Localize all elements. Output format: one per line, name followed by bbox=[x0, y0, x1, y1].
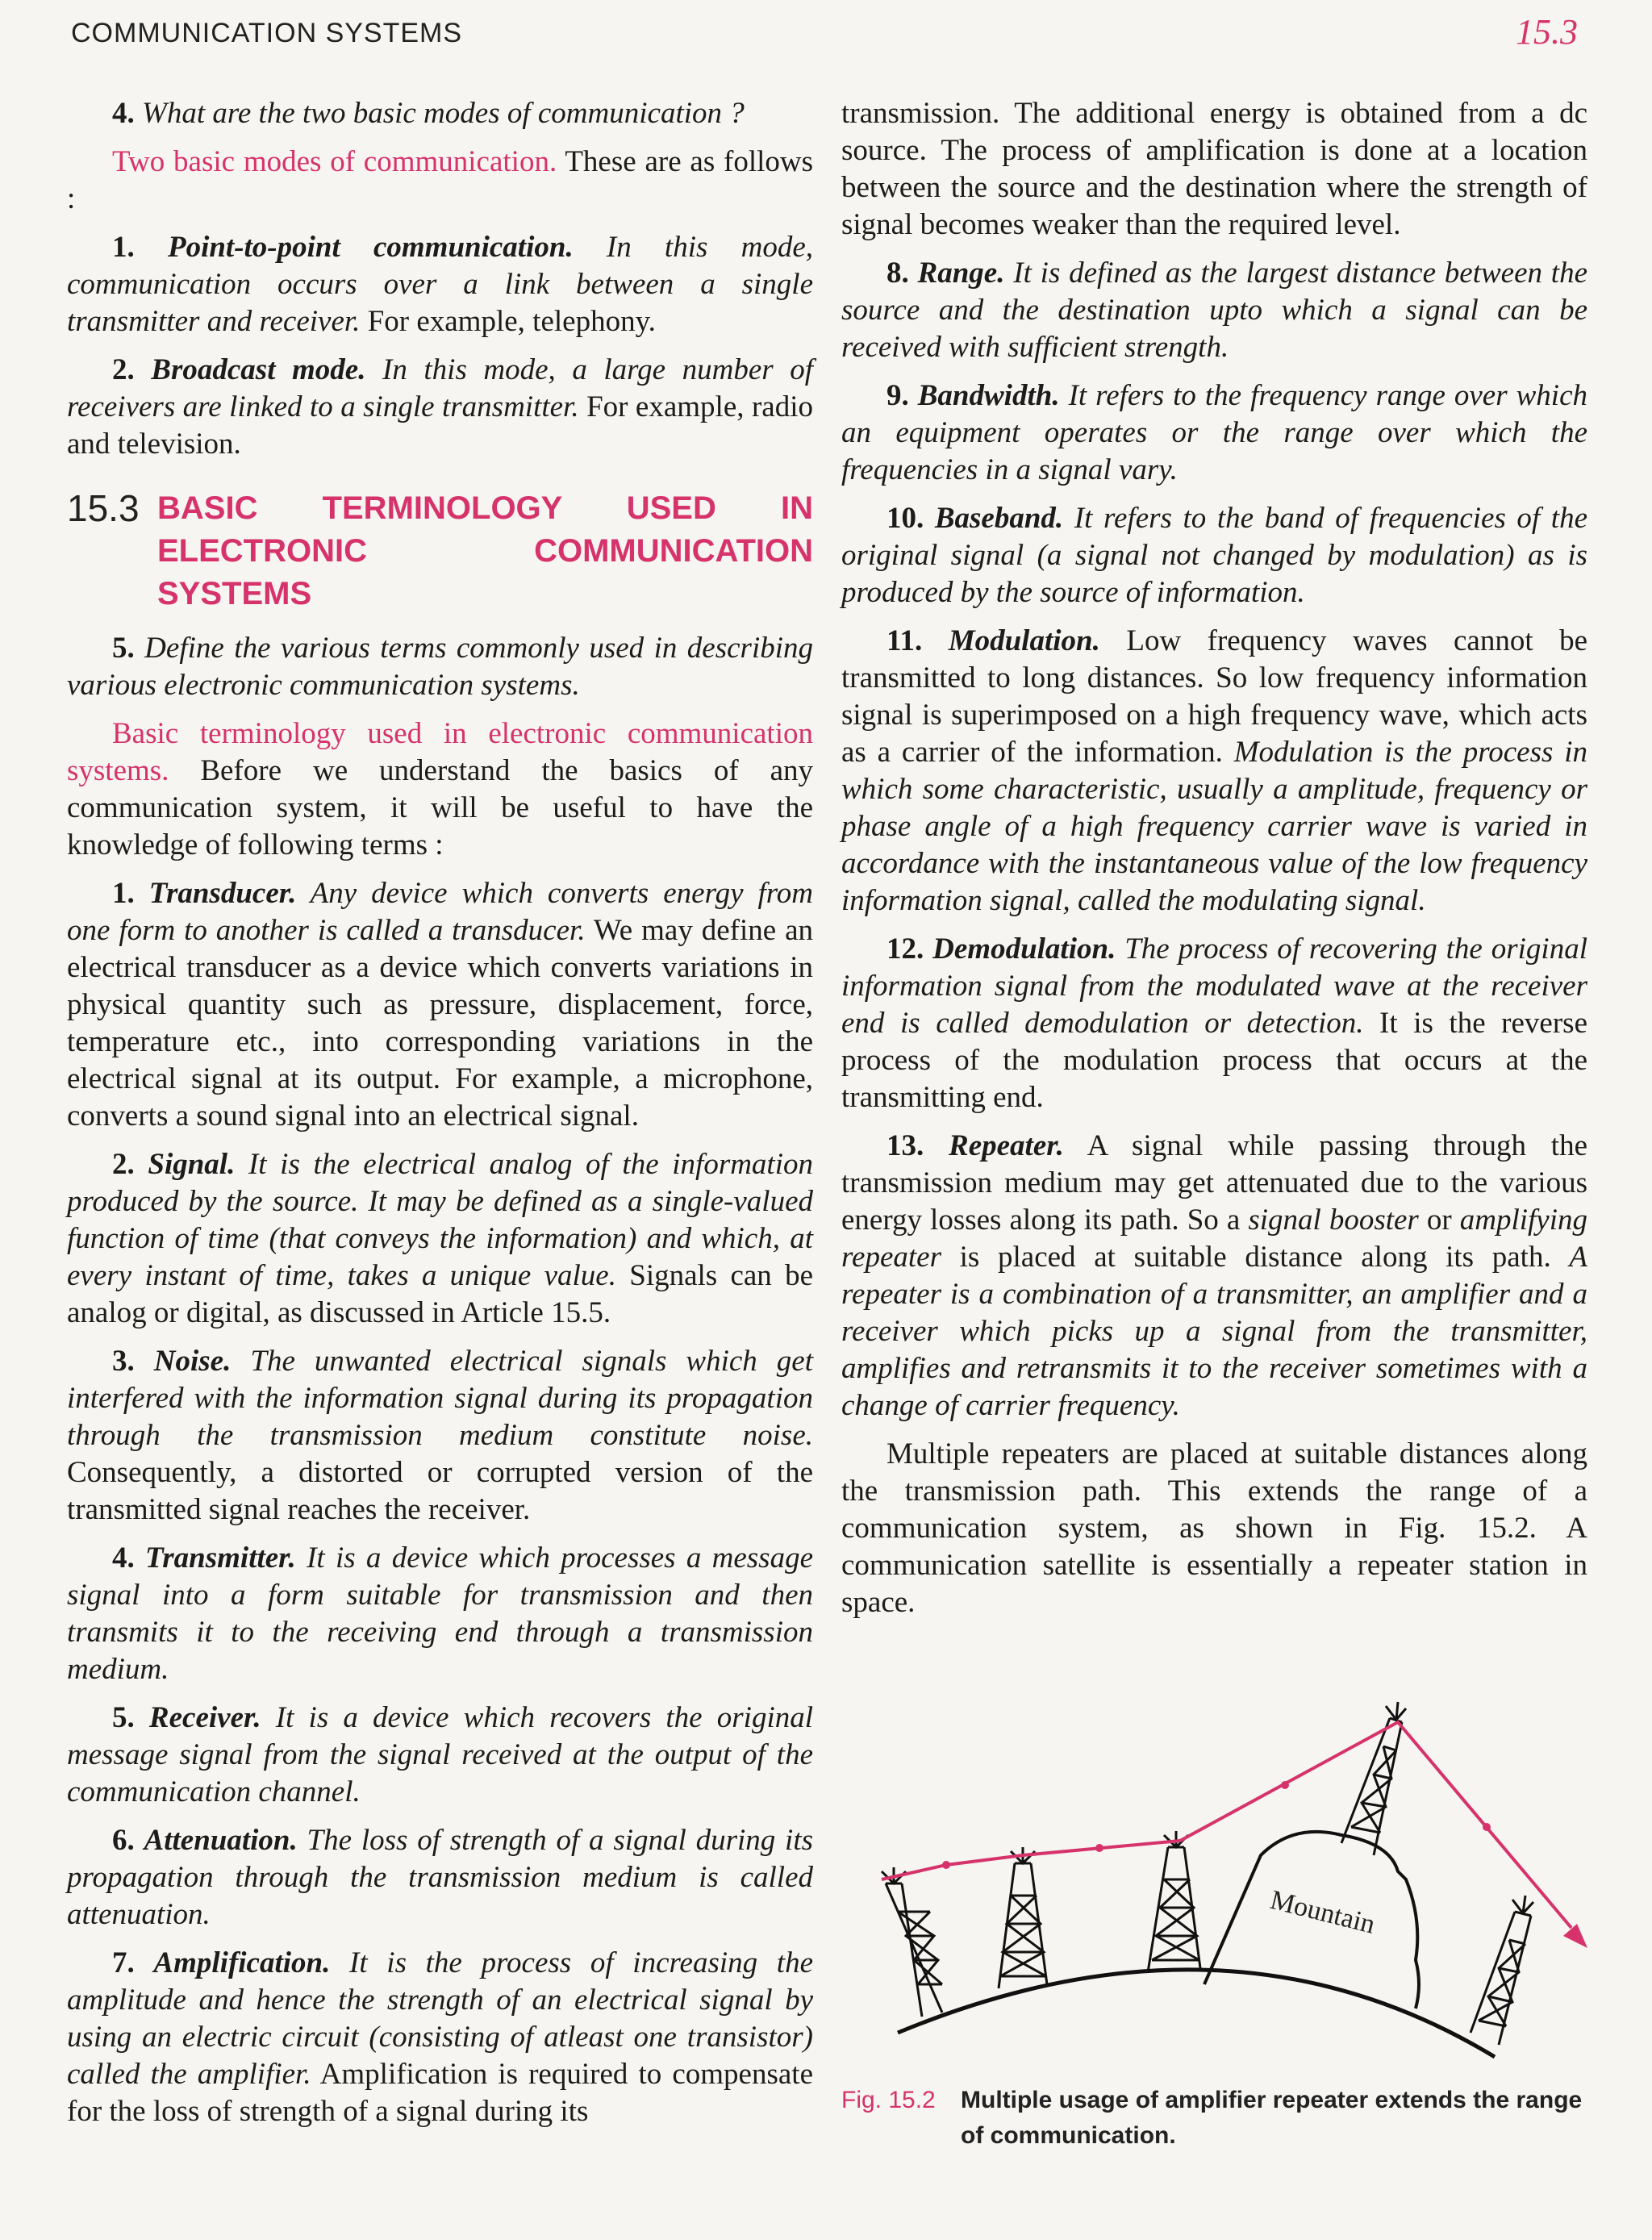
term-noise: 3. Noise. The unwanted electrical signals which get interfered with the information signal during its propagation through the transmission medium constitute noise. Consequently, a distorted or corrupted version of the transmitted signal reaches the receiver. bbox=[67, 1345, 814, 1526]
term-attenuation: 6. Attenuation. The loss of strength of a signal during its propagation through the transmission medium is called attenuation. bbox=[67, 1824, 814, 1931]
running-head: COMMUNICATION SYSTEMS bbox=[71, 18, 463, 48]
term-transmitter: 4. Transmitter. It is a device which processes a message signal into a form suitable for transmission and then transmits it to the receiving end through a transmission medium. bbox=[67, 1541, 814, 1686]
term-signal: 2. Signal. It is the electrical analog of the information produced by the source. It may be defined as a single-valued function of time (that conveys the information) and which, at every instant of time, takes a unique value. Signals can be analog or digital, as discussed in Article 15.5. bbox=[67, 1148, 813, 1329]
answer-5: Basic terminology used in electronic communication systems. Before we understand the basics of any communication system, it will be useful to have the knowledge of following terms : bbox=[67, 717, 813, 861]
signal-path bbox=[882, 1722, 1571, 1928]
section-title: BASIC TERMINOLOGY USED IN ELECTRONIC COMMUNICATION SYSTEMS bbox=[157, 490, 813, 611]
mode-item-2: 2. Broadcast mode. In this mode, a large number of receivers are linked to a single transmitter. For example, radio and television. bbox=[67, 353, 813, 461]
tower-3 bbox=[1148, 1831, 1200, 1972]
page-number: 15.3 bbox=[1516, 12, 1578, 52]
answer-4: Two basic modes of communication. These are as follows : bbox=[67, 145, 813, 215]
signal-arrowhead bbox=[1563, 1924, 1587, 1948]
term-amplification: 7. Amplification. It is the process of increasing the amplitude and hence the strength of an electrical signal by using an electric circuit (consisting of atleast one transistor) called the amplifier. Amplification is required to compensate for the loss of strength of a signal during its bbox=[67, 1946, 813, 2128]
amplification-continued: transmission. The additional energy is obtained from a dc source. The process of amplification is done at a location between the source and the destination where the strength of signal becomes weaker than the required level. bbox=[841, 97, 1587, 241]
term-range: 8. Range. It is defined as the largest distance between the source and the destination upto which a signal can be received with sufficient strength. bbox=[841, 257, 1587, 364]
figure-repeaters bbox=[841, 1694, 1587, 2077]
term-modulation: 11. Modulation. Low frequency waves cannot be transmitted to long distances. So low frequency information signal is superimposed on a high frequency wave, which acts as a carrier of the information. Modulation is the process in which some characteristic, usually a amplitude, frequency or phase angle of a high frequency carrier wave is varied in accordance with the instantaneous value of the low frequency information signal, called the modulating signal. bbox=[841, 624, 1587, 917]
caption-label: Fig. 15.2 bbox=[841, 2087, 936, 2113]
repeater-diagram bbox=[841, 1694, 1587, 2073]
term-repeater: 13. Repeater. A signal while passing through the transmission medium may get attenuated due to the various energy losses along its path. So a signal booster or amplifying repeater is placed at suitable distance along its path. A repeater is a combination of a transmitter, an amplifier and a receiver which picks up a signal from the transmitter, amplifies and retransmits it to the receiver sometimes with a change of carrier frequency. bbox=[841, 1129, 1588, 1422]
term-baseband: 10. Baseband. It refers to the band of frequencies of the original signal (a signal not changed by modulation) as is produced by the source of information. bbox=[841, 502, 1588, 609]
right-column bbox=[841, 95, 1587, 1633]
signal-marker bbox=[1281, 1781, 1289, 1789]
term-bandwidth: 9. Bandwidth. It refers to the frequency range over which an equipment operates or the range over which the frequencies in a signal vary. bbox=[841, 379, 1587, 486]
tower-mountain bbox=[1341, 1702, 1406, 1855]
mode-item-1: 1. Point-to-point communication. In this mode, communication occurs over a link between a single transmitter and receiver. For example, telephony. bbox=[67, 231, 813, 338]
tower-1 bbox=[882, 1867, 942, 2017]
figure-caption bbox=[841, 2083, 1587, 2154]
signal-marker bbox=[942, 1861, 950, 1869]
section-heading bbox=[67, 487, 813, 615]
tower-2 bbox=[999, 1847, 1047, 1988]
signal-marker bbox=[1483, 1823, 1491, 1831]
signal-marker bbox=[1095, 1844, 1103, 1852]
earth-surface bbox=[898, 1970, 1495, 2057]
tower-5 bbox=[1471, 1896, 1533, 2045]
multiple-repeaters-paragraph: Multiple repeaters are placed at suitable distances along the transmission path. This extends the range of a communication system, as shown in Fig. 15.2. A communication satellite is essentially a repeater station in space. bbox=[841, 1437, 1587, 1619]
question-5: 5. Define the various terms commonly used in describing various electronic communication systems. bbox=[67, 632, 813, 702]
mountain-label: Mountain bbox=[1267, 1884, 1379, 1940]
left-column bbox=[67, 95, 813, 2142]
term-demodulation: 12. Demodulation. The process of recovering the original information signal from the modulated wave at the receiver end is called demodulation or detection. It is the reverse process of the modulation process that occurs at the transmitting end. bbox=[841, 932, 1587, 1114]
question-4: 4. What are the two basic modes of communication ? bbox=[112, 97, 745, 130]
section-number: 15.3 bbox=[67, 487, 140, 529]
term-transducer: 1. Transducer. Any device which converts energy from one form to another is called a transducer. We may define an electrical transducer as a device which converts variations in physical quantity such as pressure, displacement, force, temperature etc., into corresponding variations in the electrical signal at its output. For example, a microphone, converts a sound signal into an electrical signal. bbox=[67, 877, 814, 1133]
caption-text: Multiple usage of amplifier repeater extends the range of communication. bbox=[961, 2087, 1583, 2149]
term-receiver: 5. Receiver. It is a device which recovers the original message signal from the signal received at the output of the communication channel. bbox=[67, 1701, 813, 1808]
